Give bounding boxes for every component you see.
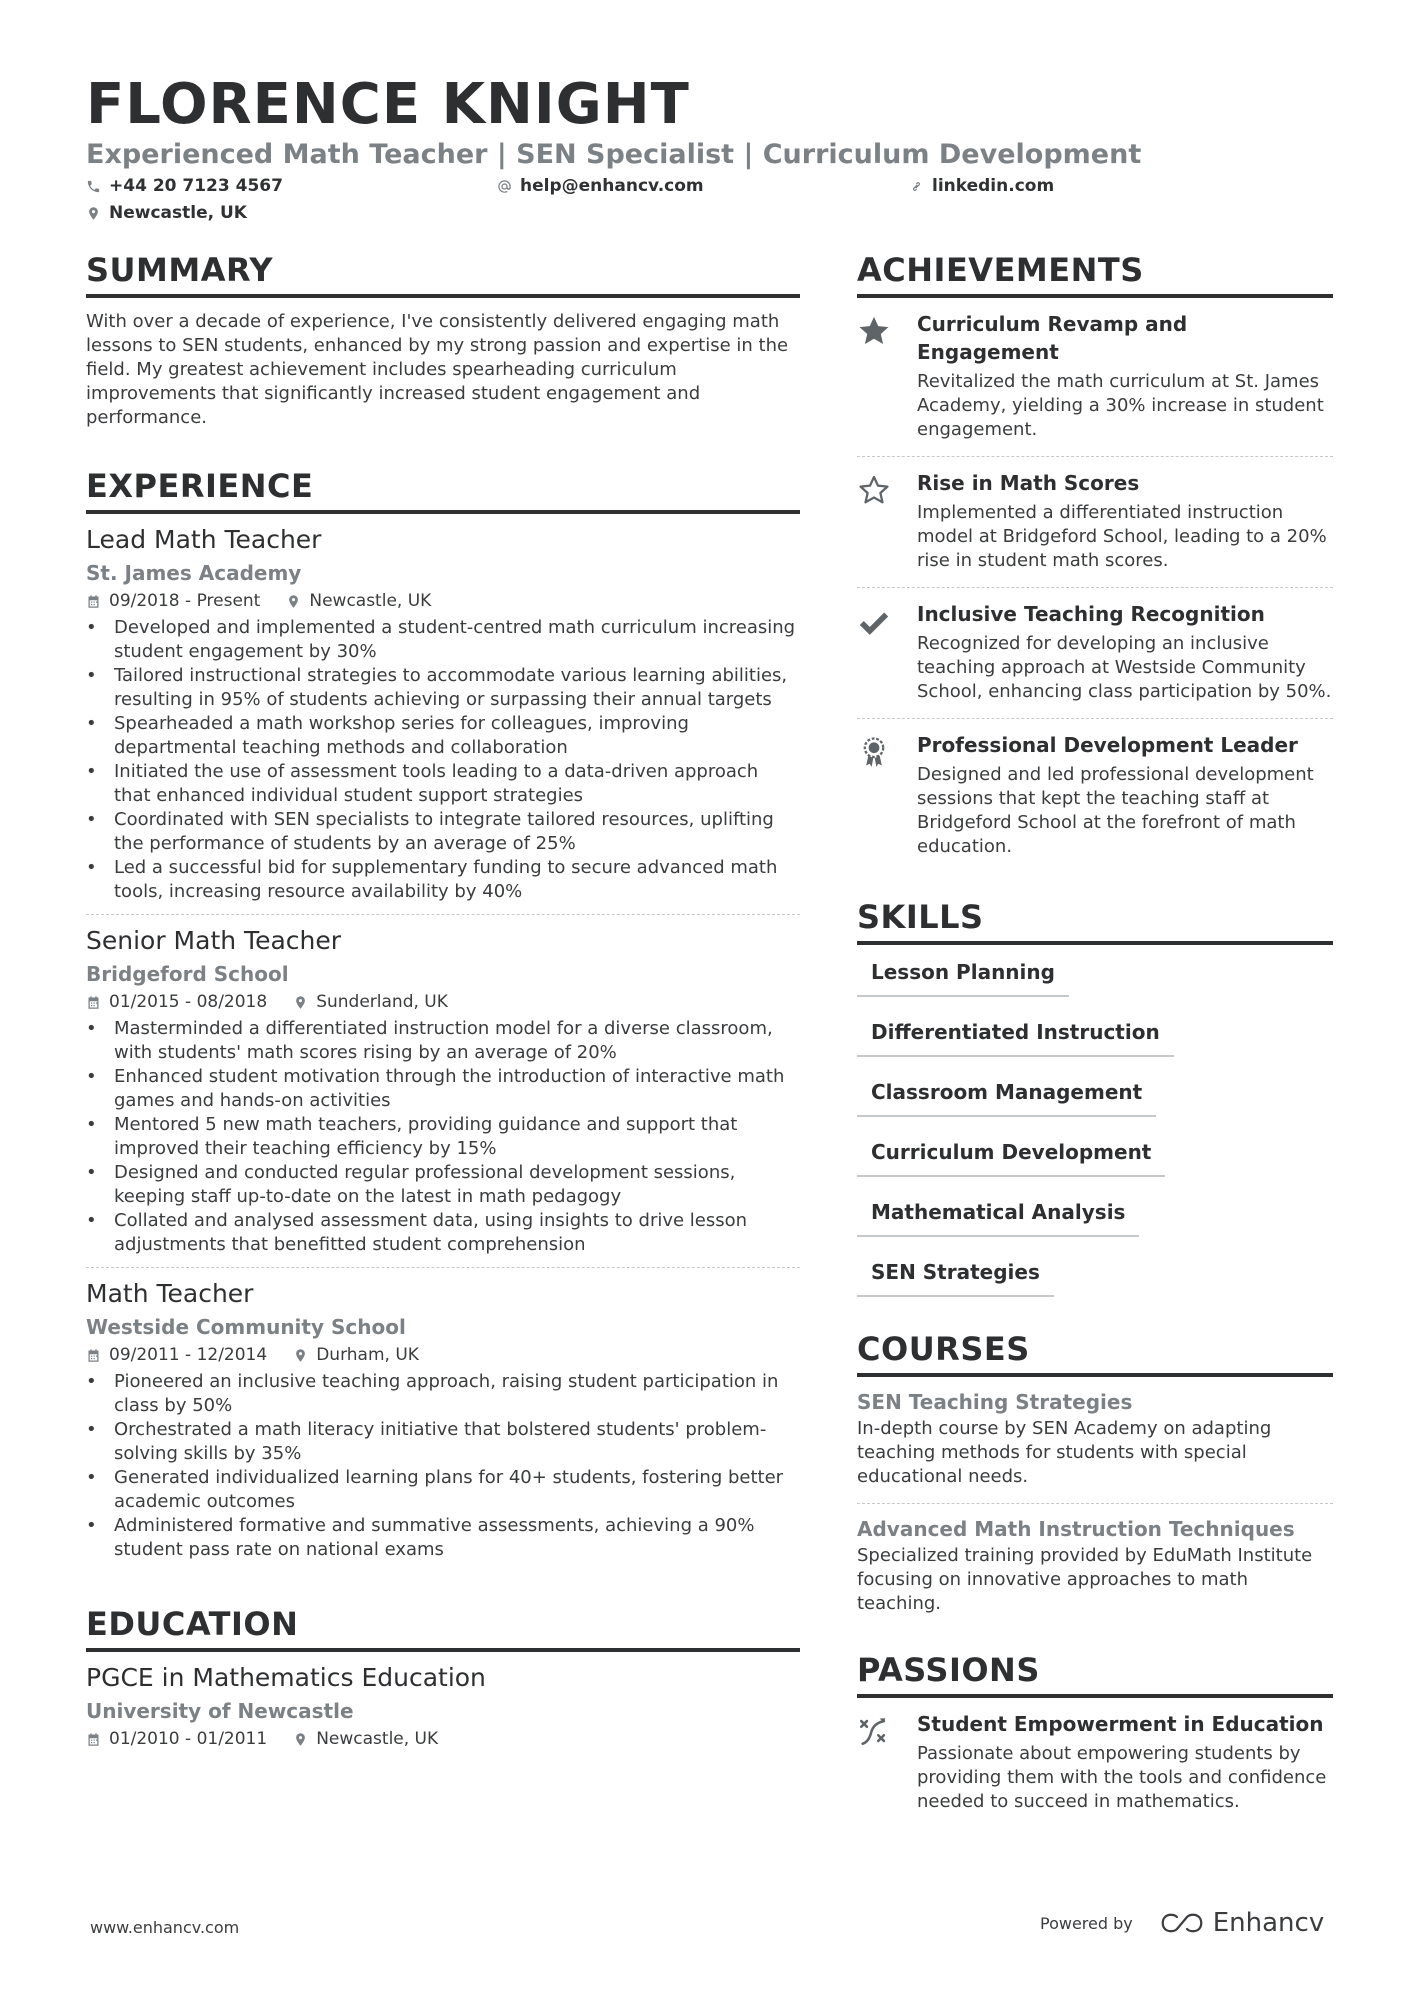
- course-desc: In-depth course by SEN Academy on adapting teaching methods for students with special educational needs.: [857, 1418, 1272, 1487]
- job-meta: [86, 1344, 800, 1366]
- right-column: [857, 250, 1333, 1828]
- education-heading: EDUCATION: [86, 1604, 800, 1652]
- at-icon: [497, 179, 512, 194]
- footer-website[interactable]: www.enhancv.com: [90, 1918, 240, 1937]
- job-location-text: Newcastle, UK: [309, 591, 432, 611]
- job-location-text: Durham, UK: [316, 1345, 419, 1365]
- achievement-title: Rise in Math Scores: [917, 471, 1140, 495]
- education-dates: [86, 1728, 267, 1750]
- job-role: Lead Math Teacher: [86, 525, 322, 554]
- course-item: [857, 1504, 1333, 1630]
- location-pin-icon: [86, 206, 101, 221]
- passion-item: [857, 1698, 1333, 1828]
- enhancv-logo-icon: [1159, 1911, 1205, 1935]
- job-dates-text: 01/2015 - 08/2018: [109, 992, 268, 1012]
- job-bullet: • Collated and analysed assessment data, using insights to drive lesson adjustments that benefitted student comprehension: [86, 1209, 800, 1257]
- calendar-icon: [86, 594, 101, 609]
- passions-section: [857, 1650, 1333, 1828]
- job-location: [286, 590, 431, 612]
- passion-desc: Passionate about empowering students by providing them with the tools and confidence needed to succeed in mathematics.: [917, 1743, 1327, 1812]
- education-meta: [86, 1728, 800, 1750]
- left-column: [86, 250, 800, 1750]
- award-icon: [857, 735, 891, 769]
- skill-tag: Classroom Management: [857, 1079, 1156, 1117]
- job-divider: [86, 914, 800, 915]
- course-item: [857, 1377, 1333, 1503]
- job-bullet: • Administered formative and summative assessments, achieving a 90% student pass rate on national exams: [86, 1514, 800, 1562]
- calendar-icon: [86, 1348, 101, 1363]
- star-filled-icon: [857, 314, 891, 348]
- job-entry: [86, 925, 800, 1267]
- course-title: Advanced Math Instruction Techniques: [857, 1517, 1295, 1541]
- email-text[interactable]: help@enhancv.com: [520, 176, 704, 196]
- candidate-name: FLORENCE KNIGHT: [86, 72, 690, 137]
- job-dates-text: 09/2018 - Present: [109, 591, 261, 611]
- skill-tag: Lesson Planning: [857, 959, 1069, 997]
- achievement-desc: Revitalized the math curriculum at St. James Academy, yielding a 30% increase in student engagement.: [917, 371, 1324, 440]
- job-company: St. James Academy: [86, 561, 302, 585]
- skills-list: [857, 959, 1333, 1319]
- education-location: [293, 1728, 438, 1750]
- passion-title: Student Empowerment in Education: [917, 1712, 1324, 1736]
- job-bullet: • Mentored 5 new math teachers, providing guidance and support that improved their teaching efficiency by 15%: [86, 1113, 800, 1161]
- brand-name: Enhancv: [1212, 1908, 1325, 1938]
- star-outline-icon: [857, 473, 891, 507]
- job-bullet: • Spearheaded a math workshop series for colleagues, improving departmental teaching methods and collaboration: [86, 712, 800, 760]
- experience-section: [86, 466, 800, 1572]
- job-meta: [86, 590, 800, 612]
- skill-tag: SEN Strategies: [857, 1259, 1054, 1297]
- checkmark-icon: [857, 604, 891, 638]
- skill-tag: Mathematical Analysis: [857, 1199, 1139, 1237]
- job-bullet: • Coordinated with SEN specialists to integrate tailored resources, uplifting the performance of students by an average of 25%: [86, 808, 800, 856]
- contact-location: [86, 202, 247, 224]
- job-location: [293, 1344, 419, 1366]
- summary-heading: SUMMARY: [86, 250, 800, 298]
- experience-heading: EXPERIENCE: [86, 466, 800, 514]
- job-location-text: Sunderland, UK: [316, 992, 448, 1012]
- job-dates: [86, 1344, 267, 1366]
- achievement-desc: Recognized for developing an inclusive teaching approach at Westside Community School, enhancing class participation by 50%.: [917, 633, 1332, 702]
- summary-section: [86, 250, 800, 430]
- calendar-icon: [86, 1732, 101, 1747]
- job-bullet: • Generated individualized learning plans for 40+ students, fostering better academic outcomes: [86, 1466, 800, 1514]
- skill-tag: Differentiated Instruction: [857, 1019, 1174, 1057]
- job-meta: [86, 991, 800, 1013]
- courses-heading: COURSES: [857, 1329, 1333, 1377]
- job-dates: [86, 590, 260, 612]
- location-text: Newcastle, UK: [109, 203, 247, 223]
- job-role: Senior Math Teacher: [86, 926, 342, 955]
- skill-tag: Curriculum Development: [857, 1139, 1165, 1177]
- course-desc: Specialized training provided by EduMath Institute focusing on innovative approaches to math teaching.: [857, 1545, 1313, 1614]
- job-dates: [86, 991, 267, 1013]
- location-pin-icon: [293, 1348, 308, 1363]
- candidate-title: Experienced Math Teacher | SEN Specialist | Curriculum Development: [86, 139, 1142, 170]
- achievement-title: Professional Development Leader: [917, 733, 1298, 757]
- job-divider: [86, 1267, 800, 1268]
- job-company: Bridgeford School: [86, 962, 289, 986]
- job-entry: [86, 1278, 800, 1572]
- achievements-heading: ACHIEVEMENTS: [857, 250, 1333, 298]
- achievement-title: Curriculum Revamp and Engagement: [917, 312, 1188, 364]
- achievement-desc: Implemented a differentiated instruction model at Bridgeford School, leading to a 20% rise in student math scores.: [917, 502, 1327, 571]
- job-bullet: • Led a successful bid for supplementary funding to secure advanced math tools, increasing resource availability by 40%: [86, 856, 800, 904]
- courses-section: [857, 1329, 1333, 1630]
- achievement-item: [857, 457, 1333, 587]
- job-bullet: • Tailored instructional strategies to accommodate various learning abilities, resulting in 95% of students achieving or surpassing their annual targets: [86, 664, 800, 712]
- contact-phone: [86, 175, 283, 197]
- powered-by-text: Powered by: [1040, 1913, 1133, 1933]
- job-bullet: • Orchestrated a math literacy initiative that bolstered students' problem-solving skills by 35%: [86, 1418, 800, 1466]
- achievement-item: [857, 588, 1333, 718]
- skills-heading: SKILLS: [857, 897, 1333, 945]
- location-pin-icon: [286, 594, 301, 609]
- achievement-item: [857, 719, 1333, 873]
- contact-linkedin[interactable]: [909, 175, 1054, 197]
- footer-branding: [1040, 1908, 1324, 1938]
- education-location-text: Newcastle, UK: [316, 1729, 439, 1749]
- passions-heading: PASSIONS: [857, 1650, 1333, 1698]
- location-pin-icon: [293, 995, 308, 1010]
- skills-section: [857, 897, 1333, 1319]
- achievement-title: Inclusive Teaching Recognition: [917, 602, 1265, 626]
- phone-text: +44 20 7123 4567: [109, 176, 283, 196]
- phone-icon: [86, 179, 101, 194]
- education-section: [86, 1604, 800, 1750]
- contact-email[interactable]: [497, 175, 704, 197]
- job-bullet: • Pioneered an inclusive teaching approach, raising student participation in class by 50%: [86, 1370, 800, 1418]
- job-bullets: [86, 1370, 800, 1562]
- education-degree: PGCE in Mathematics Education: [86, 1663, 486, 1692]
- education-dates-text: 01/2010 - 01/2011: [109, 1729, 268, 1749]
- job-bullet: • Developed and implemented a student-centred math curriculum increasing student engagement by 30%: [86, 616, 800, 664]
- job-company: Westside Community School: [86, 1315, 406, 1339]
- job-bullet: • Enhanced student motivation through the introduction of interactive math games and hands-on activities: [86, 1065, 800, 1113]
- job-bullets: [86, 1017, 800, 1257]
- job-bullets: [86, 616, 800, 904]
- link-icon: [909, 179, 924, 194]
- education-school: University of Newcastle: [86, 1699, 354, 1723]
- linkedin-text[interactable]: linkedin.com: [932, 176, 1055, 196]
- strategy-icon: [857, 1714, 891, 1748]
- job-bullet: • Initiated the use of assessment tools leading to a data-driven approach that enhanced individual student support strategies: [86, 760, 800, 808]
- achievement-item: [857, 298, 1333, 456]
- course-title: SEN Teaching Strategies: [857, 1390, 1133, 1414]
- job-location: [293, 991, 448, 1013]
- job-dates-text: 09/2011 - 12/2014: [109, 1345, 268, 1365]
- job-bullet: • Masterminded a differentiated instruction model for a diverse classroom, with students' math scores rising by an average of 20%: [86, 1017, 800, 1065]
- calendar-icon: [86, 995, 101, 1010]
- job-bullet: • Designed and conducted regular professional development sessions, keeping staff up-to-date on the latest in math pedagogy: [86, 1161, 800, 1209]
- achievement-desc: Designed and led professional development sessions that kept the teaching staff at Bridgeford School at the forefront of math education.: [917, 764, 1314, 857]
- achievements-section: [857, 250, 1333, 873]
- job-role: Math Teacher: [86, 1279, 254, 1308]
- location-pin-icon: [293, 1732, 308, 1747]
- job-entry: [86, 524, 800, 914]
- summary-text: With over a decade of experience, I've consistently delivered engaging math lessons to SEN students, enhanced by my strong passion and expertise in the field. My greatest achievement includes spearheading curriculum improvements that significantly increased student engagement and performance.: [86, 311, 789, 428]
- brand-logo[interactable]: [1159, 1908, 1324, 1938]
